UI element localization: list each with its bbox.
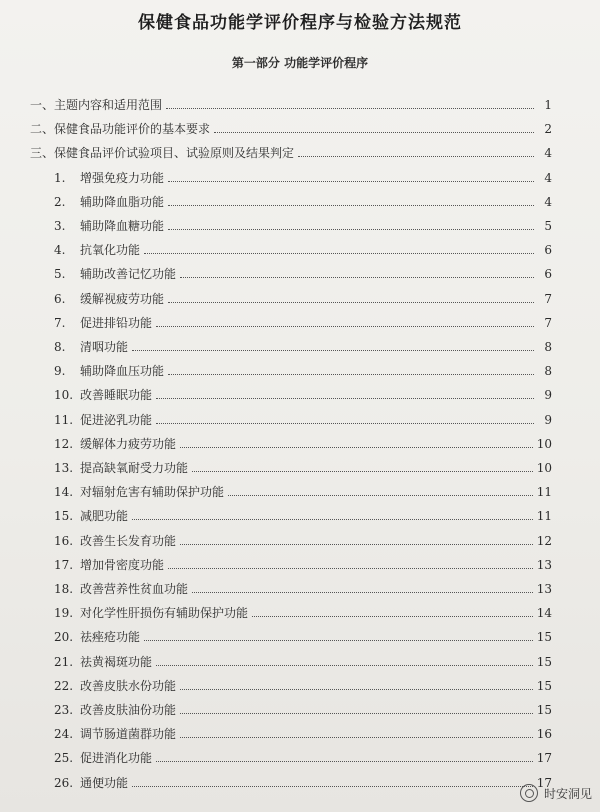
dot-leader [252,615,533,617]
toc-entry-label: 一、主题内容和适用范围 [30,98,163,112]
toc-page-number: 8 [544,364,552,379]
toc-subentry [54,191,552,209]
dot-leader [168,301,534,303]
toc-entry-number: 18. [54,582,74,596]
toc-page-number: 11 [536,485,552,500]
toc-entry-number: 4. [54,243,66,258]
section-subtitle: 第一部分 功能学评价程序 [231,56,369,70]
toc-page-number: 2 [544,122,552,137]
toc-page-number: 1 [544,98,552,112]
toc-entry-label [54,703,176,717]
toc-page-number: 7 [544,291,552,306]
toc-entry-label [54,340,128,354]
toc-entry-label [54,267,176,281]
toc-entry-label [54,413,152,427]
toc-entry-number: 5. [54,267,66,282]
toc-page-number: 11 [536,509,552,524]
toc-subentry [54,505,552,523]
toc-entry-number: 10. [54,388,74,403]
toc-entry-text: 增强免疫力功能 [80,170,165,185]
dot-leader [192,591,533,593]
toc-page-number: 6 [544,267,552,282]
toc-page-number: 4 [544,146,552,161]
dot-leader [132,349,534,351]
toc-entry-text: 改善生长发育功能 [80,533,177,548]
toc-entry [30,118,552,136]
toc-subentry [54,602,552,620]
dot-leader [156,664,533,666]
toc-page-number: 9 [544,412,552,427]
toc-entry-text: 改善营养性贫血功能 [80,582,189,596]
toc-entry-label: 三、保健食品评价试验项目、试验原则及结果判定 [30,146,295,161]
toc-subentry [54,312,552,330]
toc-entry-label [54,776,128,790]
toc-entry-label [54,582,188,596]
dot-leader [180,688,533,690]
toc-page-number: 15 [536,630,552,645]
dot-leader [168,204,534,206]
toc-entry-number: 24. [54,727,74,742]
toc-entry-text: 辅助改善记忆功能 [80,267,177,282]
toc-page-number: 15 [536,703,552,717]
watermark-text: 时安洞见 [543,786,592,801]
toc-entry-text: 抗氧化功能 [80,243,141,258]
toc-page-number: 10 [536,461,552,475]
toc-subentry [54,723,552,741]
toc-subentry [54,215,552,233]
toc-entry-label [54,219,164,233]
dot-leader [228,494,533,496]
toc-page-number: 17 [536,751,552,766]
dot-leader [168,180,534,182]
toc-page-number: 13 [536,557,552,572]
toc-entry-label: 二、保健食品功能评价的基本要求 [30,122,211,137]
toc-entry-number: 12. [54,436,74,451]
toc-entry-text: 减肥功能 [80,509,129,524]
toc-entry-label [54,534,176,548]
toc-page-number: 7 [544,315,552,330]
dot-leader [180,712,533,714]
toc-entry-label [54,558,164,572]
toc-page-number: 4 [544,194,552,209]
watermark [520,784,592,802]
dot-leader [156,422,534,424]
toc-page-number: 17 [536,775,552,790]
dot-leader [144,639,533,641]
toc-entry-label [54,171,164,185]
toc-entry-label [54,679,176,693]
toc-entry-number: 8. [54,340,66,354]
toc-entry-text: 祛黄褐斑功能 [80,654,153,669]
toc-subentry [54,336,552,354]
toc-entry-number: 26. [54,775,74,790]
toc-subentry [54,360,552,378]
toc-entry-text: 改善皮肤油份功能 [80,703,177,717]
toc-entry-label [54,727,176,741]
toc-entry-text: 辅助降血脂功能 [80,194,165,209]
toc-entry-text: 辅助降血压功能 [80,364,165,379]
toc-entry-number: 13. [54,461,74,475]
toc-entry-label [54,243,140,257]
toc-subentry [54,263,552,281]
toc-subentry [54,626,552,644]
toc-entry-number: 25. [54,751,74,766]
toc-entry-number: 20. [54,630,74,645]
toc-page-number: 16 [536,727,552,742]
dot-leader [156,325,534,327]
toc-entry-label [54,630,140,644]
dot-leader [166,107,534,109]
dot-leader [132,518,533,520]
toc-page-number: 13 [536,582,552,596]
toc-entry-number: 23. [54,703,74,717]
toc-subentry [54,481,552,499]
dot-leader [214,131,534,133]
toc-subentry [54,457,552,475]
toc-entry-number: 16. [54,533,74,548]
toc-subentry [54,409,552,427]
toc-entry-text: 改善睡眠功能 [80,388,153,403]
toc-entry-text: 清咽功能 [80,340,129,354]
toc-entry-text: 祛痤疮功能 [80,630,141,645]
toc-entry-number: 14. [54,485,74,500]
toc-subentry [54,239,552,257]
toc-entry [30,142,552,160]
toc-entry-number: 11. [54,412,74,427]
toc-entry-number: 6. [54,291,66,306]
toc-entry-text: 缓解视疲劳功能 [80,291,165,306]
toc-entry-label [54,316,152,330]
toc-entry-label [54,655,152,669]
toc-page-number: 6 [544,243,552,258]
dot-leader [168,373,534,375]
toc-subentry [54,675,552,693]
toc-entry-label [54,292,164,306]
dot-leader [192,470,533,472]
toc-entry-text: 提高缺氧耐受力功能 [80,461,189,475]
toc-entry-text: 促进消化功能 [80,751,153,766]
toc-subentry [54,747,552,765]
toc-entry-text: 增加骨密度功能 [80,557,165,572]
toc-page-number: 15 [536,654,552,669]
dot-leader [168,228,534,230]
toc-entry-text: 对化学性肝损伤有辅助保护功能 [80,606,249,621]
toc-entry-label [54,606,248,620]
document-title: 保健食品功能学评价程序与检验方法规范 [138,13,462,33]
toc-entry-text: 对辐射危害有辅助保护功能 [80,485,225,500]
toc-entry-label [54,195,164,209]
dot-leader [132,785,533,787]
toc-subentry [54,554,552,572]
toc-entry-number: 19. [54,606,74,621]
toc-page-number: 5 [544,219,552,233]
wechat-channel-icon [520,784,538,802]
dot-leader [180,736,533,738]
dot-leader [180,446,533,448]
dot-leader [180,276,534,278]
toc-entry-text: 改善皮肤水份功能 [80,678,177,693]
toc-entry-text: 促进排铅功能 [80,315,153,330]
dot-leader [298,155,534,157]
toc-entry-number: 17. [54,557,74,572]
toc-entry-label [54,509,128,523]
dot-leader [180,543,533,545]
toc-subentry [54,288,552,306]
toc-subentry [54,167,552,185]
toc-subentry [54,699,552,717]
toc-entry-text: 通便功能 [80,775,129,790]
toc-entry-number: 3. [54,219,66,233]
toc-entry-number: 9. [54,364,66,379]
toc-entry-number: 7. [54,315,66,330]
toc-entry-label [54,437,176,451]
toc-page-number: 9 [544,388,552,403]
toc-entry-number: 2. [54,194,66,209]
toc-entry-text: 辅助降血糖功能 [80,219,165,233]
toc-entry-text: 促进泌乳功能 [80,412,153,427]
toc-entry-text: 缓解体力疲劳功能 [80,436,177,451]
toc-entry-number: 22. [54,678,74,693]
toc-subentry [54,384,552,402]
dot-leader [144,252,534,254]
toc-entry-label [54,388,152,402]
toc-entry-label [54,751,152,765]
toc-entry-label [54,461,188,475]
toc-subentry [54,772,552,790]
toc-page-number: 12 [536,533,552,548]
toc-page-number: 15 [536,678,552,693]
toc-page-number: 14 [536,606,552,621]
toc-subentry [54,433,552,451]
toc-subentry [54,578,552,596]
toc-entry-text: 调节肠道菌群功能 [80,727,177,742]
toc-entry [30,94,552,112]
toc-page-number: 4 [544,170,552,185]
toc-entry-label [54,364,164,378]
toc-entry-number: 21. [54,654,74,669]
toc-entry-number: 15. [54,509,74,524]
toc-entry-label [54,485,224,499]
dot-leader [168,567,533,569]
dot-leader [156,760,533,762]
toc-subentry [54,651,552,669]
toc-page-number: 10 [536,436,552,451]
toc-page-number: 8 [544,340,552,354]
toc-entry-number: 1. [54,170,66,185]
dot-leader [156,397,534,399]
toc-subentry [54,530,552,548]
